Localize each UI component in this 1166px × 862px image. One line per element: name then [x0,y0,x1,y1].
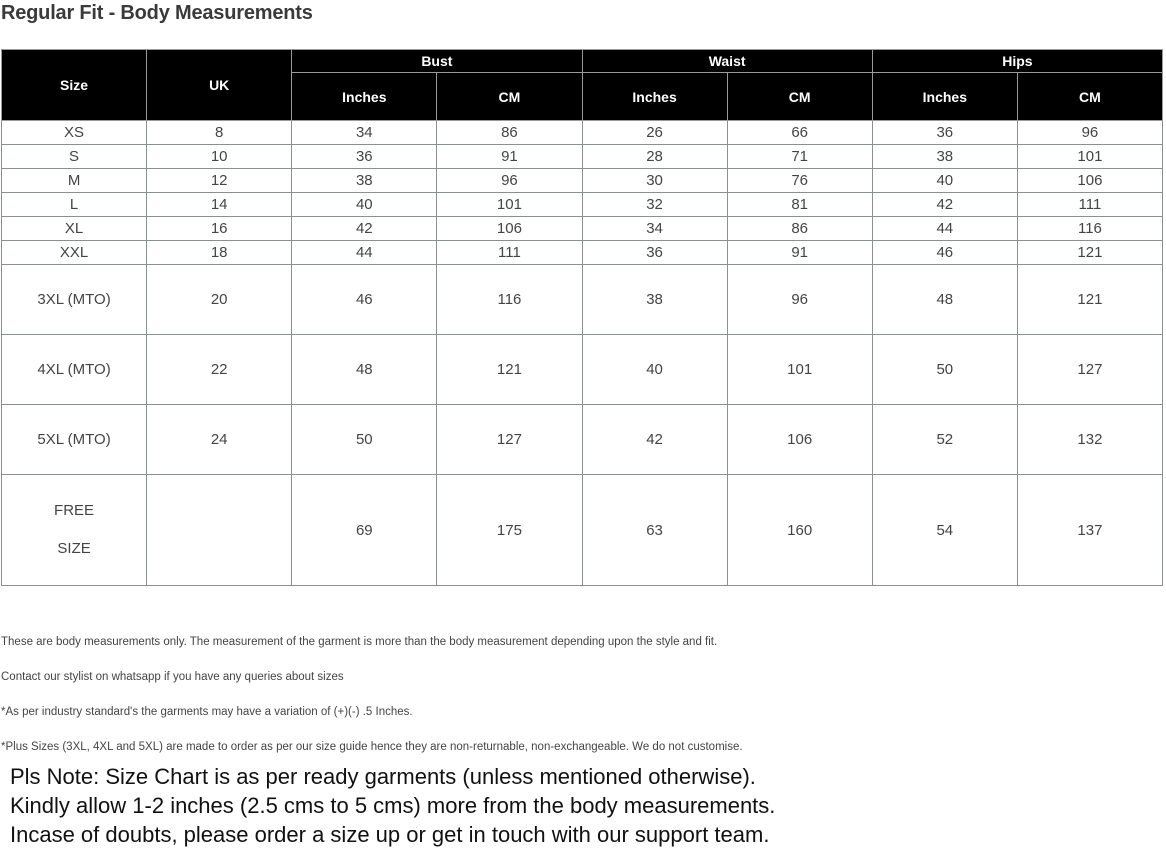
table-body [2,121,1163,586]
cell-bust-inches: 46 [292,265,437,335]
cell-size: XXL [2,241,147,265]
table-row [2,265,1163,335]
cell-uk: 18 [147,241,292,265]
cell-bust-inches: 38 [292,169,437,193]
cell-size: 5XL (MTO) [2,405,147,475]
cell-hips-cm: 132 [1017,405,1162,475]
cell-size: M [2,169,147,193]
cell-hips-cm: 137 [1017,475,1162,586]
header-waist-inches: Inches [582,73,727,121]
header-hips: Hips [872,50,1162,73]
cell-hips-cm: 111 [1017,193,1162,217]
cell-hips-inches: 50 [872,335,1017,405]
table-row [2,145,1163,169]
cell-hips-cm: 127 [1017,335,1162,405]
table-row [2,405,1163,475]
cell-hips-inches: 36 [872,121,1017,145]
cell-uk [147,475,292,586]
cell-hips-inches: 46 [872,241,1017,265]
table-row [2,121,1163,145]
cell-waist-inches: 38 [582,265,727,335]
table-row [2,169,1163,193]
cell-waist-cm: 96 [727,265,872,335]
cell-waist-cm: 71 [727,145,872,169]
table-row [2,193,1163,217]
size-chart-table [1,49,1163,586]
cell-uk: 22 [147,335,292,405]
note-contact-stylist: Contact our stylist on whatsapp if you have any queries about sizes [1,671,344,683]
cell-size-free [2,475,147,586]
header-waist: Waist [582,50,872,73]
cell-waist-inches: 34 [582,217,727,241]
cell-size: XS [2,121,147,145]
cell-waist-cm: 86 [727,217,872,241]
cell-bust-cm: 86 [437,121,582,145]
important-note-3: Incase of doubts, please order a size up or get in touch with our support team. [10,822,770,847]
header-size: Size [2,50,147,121]
header-bust-cm: CM [437,73,582,121]
cell-bust-cm: 106 [437,217,582,241]
note-plus-sizes: *Plus Sizes (3XL, 4XL and 5XL) are made to order as per our size guide hence they are non-returnable, non-exchangeable. We do not customise. [1,741,743,753]
cell-hips-cm: 116 [1017,217,1162,241]
cell-uk: 10 [147,145,292,169]
cell-waist-inches: 28 [582,145,727,169]
cell-uk: 12 [147,169,292,193]
cell-size: 3XL (MTO) [2,265,147,335]
cell-uk: 24 [147,405,292,475]
cell-uk: 8 [147,121,292,145]
cell-bust-inches: 50 [292,405,437,475]
cell-hips-cm: 106 [1017,169,1162,193]
cell-waist-inches: 32 [582,193,727,217]
cell-bust-inches: 48 [292,335,437,405]
cell-size: L [2,193,147,217]
cell-waist-cm: 91 [727,241,872,265]
note-body-measurements: These are body measurements only. The measurement of the garment is more than the body measurement depending upon the style and fit. [1,636,718,648]
header-hips-inches: Inches [872,73,1017,121]
table-row [2,335,1163,405]
header-hips-cm: CM [1017,73,1162,121]
cell-waist-inches: 26 [582,121,727,145]
important-notes [10,762,775,849]
cell-waist-inches: 40 [582,335,727,405]
cell-waist-inches: 42 [582,405,727,475]
cell-uk: 16 [147,217,292,241]
cell-hips-cm: 96 [1017,121,1162,145]
notes-section [1,630,1161,770]
cell-hips-inches: 54 [872,475,1017,586]
cell-size: 4XL (MTO) [2,335,147,405]
cell-hips-inches: 38 [872,145,1017,169]
free-size-line2: SIZE [57,540,91,557]
page-title: Regular Fit - Body Measurements [1,2,313,24]
cell-bust-cm: 96 [437,169,582,193]
header-bust-inches: Inches [292,73,437,121]
cell-bust-inches: 36 [292,145,437,169]
cell-bust-cm: 127 [437,405,582,475]
table-row [2,241,1163,265]
free-size-line1: FREE [54,502,95,519]
cell-hips-inches: 40 [872,169,1017,193]
cell-waist-cm: 76 [727,169,872,193]
cell-bust-cm: 121 [437,335,582,405]
cell-bust-inches: 40 [292,193,437,217]
cell-bust-inches: 44 [292,241,437,265]
cell-waist-cm: 160 [727,475,872,586]
cell-waist-cm: 81 [727,193,872,217]
cell-hips-cm: 121 [1017,265,1162,335]
important-note-2: Kindly allow 1-2 inches (2.5 cms to 5 cms) more from the body measurements. [10,793,776,818]
cell-waist-inches: 63 [582,475,727,586]
cell-bust-inches: 42 [292,217,437,241]
cell-hips-inches: 42 [872,193,1017,217]
cell-uk: 20 [147,265,292,335]
header-bust: Bust [292,50,582,73]
cell-bust-cm: 101 [437,193,582,217]
cell-uk: 14 [147,193,292,217]
important-note-1: Pls Note: Size Chart is as per ready garments (unless mentioned otherwise). [10,764,756,789]
cell-hips-cm: 121 [1017,241,1162,265]
cell-bust-cm: 175 [437,475,582,586]
header-waist-cm: CM [727,73,872,121]
cell-hips-inches: 52 [872,405,1017,475]
cell-bust-inches: 69 [292,475,437,586]
table-row [2,217,1163,241]
note-variation: *As per industry standard's the garments may have a variation of (+)(-) .5 Inches. [1,706,413,718]
cell-bust-cm: 116 [437,265,582,335]
header-uk: UK [147,50,292,121]
cell-bust-cm: 111 [437,241,582,265]
cell-bust-inches: 34 [292,121,437,145]
cell-hips-inches: 44 [872,217,1017,241]
cell-size: S [2,145,147,169]
cell-size: XL [2,217,147,241]
table-row-free-size [2,475,1163,586]
cell-waist-cm: 66 [727,121,872,145]
cell-bust-cm: 91 [437,145,582,169]
cell-waist-cm: 101 [727,335,872,405]
cell-waist-cm: 106 [727,405,872,475]
cell-waist-inches: 36 [582,241,727,265]
cell-waist-inches: 30 [582,169,727,193]
cell-hips-cm: 101 [1017,145,1162,169]
cell-hips-inches: 48 [872,265,1017,335]
